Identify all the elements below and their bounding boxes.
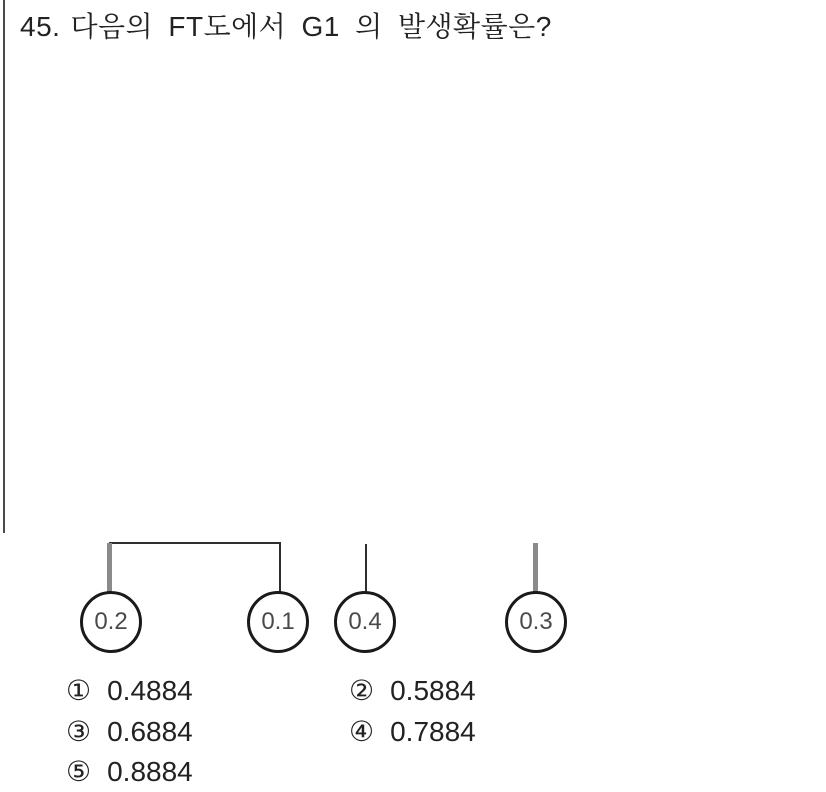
ft-horizontal-connector	[109, 542, 281, 544]
answer-option-5[interactable]	[66, 757, 193, 787]
answer-option-4[interactable]	[349, 717, 476, 747]
ft-basic-event-circle-2	[247, 591, 309, 653]
option-3-value: 0.6884	[107, 716, 193, 747]
ft-basic-event-circle-3	[334, 591, 396, 653]
ft-event-probability-1: 0.2	[94, 608, 128, 635]
option-5-marker: ⑤	[66, 756, 92, 787]
ft-vertical-connector-thick-2	[533, 543, 538, 593]
ft-vertical-connector-thin-1	[279, 543, 281, 594]
answer-option-1[interactable]	[66, 676, 193, 706]
question-number: 45.	[20, 11, 61, 42]
ft-vertical-connector-thin-2	[365, 544, 367, 594]
ft-basic-event-circle-1	[80, 591, 142, 653]
question-title	[20, 12, 552, 42]
option-2-marker: ②	[349, 675, 375, 706]
option-4-marker: ④	[349, 716, 375, 747]
ft-event-probability-2: 0.1	[261, 608, 295, 635]
ft-vertical-connector-thick-1	[107, 543, 112, 594]
ft-basic-event-circle-4	[505, 591, 567, 653]
ft-event-probability-4: 0.3	[519, 608, 553, 635]
ft-event-probability-3: 0.4	[348, 608, 382, 635]
option-2-value: 0.5884	[390, 675, 476, 706]
answer-option-3[interactable]	[66, 717, 193, 747]
option-1-marker: ①	[66, 675, 92, 706]
answer-option-2[interactable]	[349, 676, 476, 706]
option-5-value: 0.8884	[107, 756, 193, 787]
left-margin-rule	[3, 0, 5, 533]
option-3-marker: ③	[66, 716, 92, 747]
option-4-value: 0.7884	[390, 716, 476, 747]
question-text: 다음의 FT도에서 G1 의 발생확률은?	[70, 11, 552, 42]
option-1-value: 0.4884	[107, 675, 193, 706]
